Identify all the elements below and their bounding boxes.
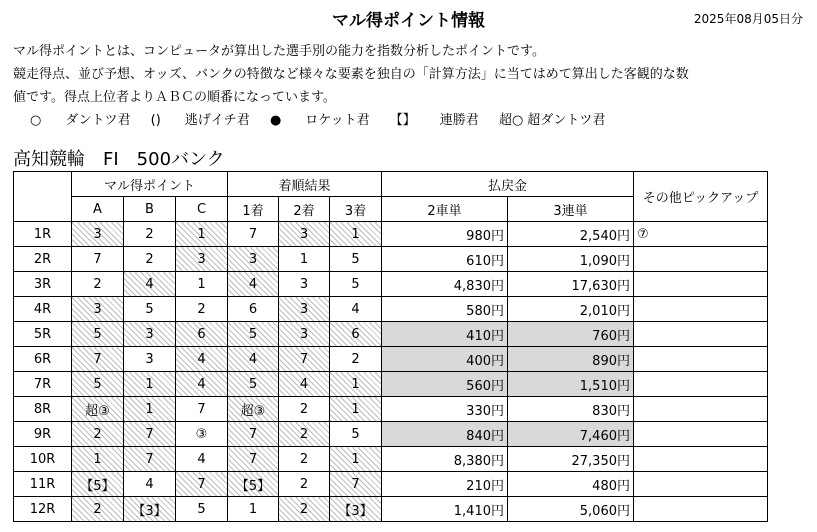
- point-c-cell: 4: [176, 372, 228, 397]
- third-place-cell: 6: [330, 322, 382, 347]
- first-place-cell: 7: [228, 422, 279, 447]
- point-a-cell: 超③: [72, 397, 124, 422]
- other-pickup-cell: [634, 272, 768, 297]
- trifecta-payout-cell: 830円: [508, 397, 634, 422]
- point-b-cell: 2: [124, 222, 176, 247]
- point-c-cell: 7: [176, 397, 228, 422]
- first-place-cell: 4: [228, 272, 279, 297]
- col-header-third: 3着: [330, 197, 382, 222]
- race-cell: 10R: [14, 447, 72, 472]
- legend-symbol: (): [150, 113, 161, 128]
- table-row: [14, 272, 768, 297]
- first-place-cell: 1: [228, 497, 279, 522]
- table-row: [14, 247, 768, 272]
- first-place-cell: 5: [228, 322, 279, 347]
- third-place-cell: 2: [330, 347, 382, 372]
- legend-label: 連勝君: [439, 113, 479, 128]
- point-b-cell: 【3】: [124, 497, 176, 522]
- point-b-cell: 3: [124, 322, 176, 347]
- race-cell: 5R: [14, 322, 72, 347]
- point-a-cell: 7: [72, 347, 124, 372]
- description-line: マル得ポイントとは、コンピュータが算出した選手別の能力を指数分析したポイントです。: [13, 44, 545, 59]
- third-place-cell: 7: [330, 472, 382, 497]
- point-b-cell: 1: [124, 397, 176, 422]
- trifecta-payout-cell: 7,460円: [508, 422, 634, 447]
- point-c-cell: 6: [176, 322, 228, 347]
- first-place-cell: 7: [228, 222, 279, 247]
- first-place-cell: 超③: [228, 397, 279, 422]
- legend: [30, 109, 621, 128]
- trifecta-payout-cell: 2,010円: [508, 297, 634, 322]
- other-pickup-cell: [634, 247, 768, 272]
- point-a-cell: 3: [72, 222, 124, 247]
- point-a-cell: 3: [72, 297, 124, 322]
- exacta-payout-cell: 980円: [382, 222, 508, 247]
- point-c-cell: ③: [176, 422, 228, 447]
- col-header-first: 1着: [228, 197, 279, 222]
- table-row: [14, 422, 768, 447]
- other-pickup-header: その他ピックアップ: [634, 172, 768, 222]
- point-b-cell: 4: [124, 272, 176, 297]
- race-cell: 7R: [14, 372, 72, 397]
- second-place-cell: 3: [279, 297, 330, 322]
- point-a-cell: 【5】: [72, 472, 124, 497]
- second-place-cell: 2: [279, 472, 330, 497]
- point-c-cell: 1: [176, 222, 228, 247]
- third-place-cell: 1: [330, 447, 382, 472]
- first-place-cell: 【5】: [228, 472, 279, 497]
- point-b-cell: 3: [124, 347, 176, 372]
- third-place-cell: 4: [330, 297, 382, 322]
- point-a-cell: 5: [72, 372, 124, 397]
- third-place-cell: 1: [330, 222, 382, 247]
- col-header-a: A: [72, 197, 124, 222]
- second-place-cell: 2: [279, 397, 330, 422]
- exacta-payout-cell: 210円: [382, 472, 508, 497]
- third-place-cell: 5: [330, 422, 382, 447]
- table-row: [14, 222, 768, 247]
- race-cell: 2R: [14, 247, 72, 272]
- race-cell: 9R: [14, 422, 72, 447]
- point-b-cell: 7: [124, 422, 176, 447]
- third-place-cell: 5: [330, 272, 382, 297]
- results-header: 着順結果: [228, 172, 382, 197]
- third-place-cell: 5: [330, 247, 382, 272]
- trifecta-payout-cell: 27,350円: [508, 447, 634, 472]
- page-title: マル得ポイント情報: [332, 11, 485, 31]
- other-pickup-cell: [634, 497, 768, 522]
- col-header-b: B: [124, 197, 176, 222]
- race-cell: 1R: [14, 222, 72, 247]
- col-header-c: C: [176, 197, 228, 222]
- legend-label: 逃げイチ君: [184, 113, 250, 128]
- third-place-cell: 1: [330, 397, 382, 422]
- trifecta-payout-cell: 17,630円: [508, 272, 634, 297]
- payout-header: 払戻金: [382, 172, 634, 197]
- second-place-cell: 7: [279, 347, 330, 372]
- third-place-cell: 1: [330, 372, 382, 397]
- exacta-payout-cell: 610円: [382, 247, 508, 272]
- other-pickup-cell: [634, 472, 768, 497]
- table-row: [14, 322, 768, 347]
- exacta-payout-cell: 410円: [382, 322, 508, 347]
- point-c-cell: 4: [176, 447, 228, 472]
- second-place-cell: 1: [279, 247, 330, 272]
- point-a-cell: 7: [72, 247, 124, 272]
- first-place-cell: 5: [228, 372, 279, 397]
- second-place-cell: 3: [279, 222, 330, 247]
- trifecta-payout-cell: 480円: [508, 472, 634, 497]
- second-place-cell: 3: [279, 272, 330, 297]
- exacta-payout-cell: 4,830円: [382, 272, 508, 297]
- other-pickup-cell: [634, 372, 768, 397]
- point-c-cell: 5: [176, 497, 228, 522]
- point-b-cell: 5: [124, 297, 176, 322]
- results-table: [13, 171, 768, 522]
- race-cell: 11R: [14, 472, 72, 497]
- exacta-payout-cell: 560円: [382, 372, 508, 397]
- table-row: [14, 447, 768, 472]
- point-a-cell: 2: [72, 422, 124, 447]
- table-row: [14, 472, 768, 497]
- legend-label: ダントツ君: [65, 113, 131, 128]
- exacta-payout-cell: 840円: [382, 422, 508, 447]
- second-place-cell: 4: [279, 372, 330, 397]
- point-b-cell: 4: [124, 472, 176, 497]
- points-header: マル得ポイント: [72, 172, 228, 197]
- point-a-cell: 2: [72, 497, 124, 522]
- point-c-cell: 1: [176, 272, 228, 297]
- table-row: [14, 347, 768, 372]
- exacta-payout-cell: 580円: [382, 297, 508, 322]
- legend-label: ロケット君: [305, 113, 370, 128]
- exacta-payout-cell: 8,380円: [382, 447, 508, 472]
- first-place-cell: 7: [228, 447, 279, 472]
- trifecta-payout-cell: 890円: [508, 347, 634, 372]
- second-place-cell: 2: [279, 447, 330, 472]
- table-row: [14, 372, 768, 397]
- race-cell: 6R: [14, 347, 72, 372]
- col-header-second: 2着: [279, 197, 330, 222]
- trifecta-payout-cell: 2,540円: [508, 222, 634, 247]
- point-b-cell: 1: [124, 372, 176, 397]
- table-row: [14, 297, 768, 322]
- date-label: 2025年08月05日分: [693, 12, 803, 26]
- point-b-cell: 7: [124, 447, 176, 472]
- other-pickup-cell: ⑦: [634, 222, 768, 247]
- exacta-payout-cell: 400円: [382, 347, 508, 372]
- legend-label: 超ダントツ君: [527, 113, 606, 128]
- second-place-cell: 2: [279, 497, 330, 522]
- first-place-cell: 3: [228, 247, 279, 272]
- point-c-cell: 7: [176, 472, 228, 497]
- other-pickup-cell: [634, 322, 768, 347]
- other-pickup-cell: [634, 422, 768, 447]
- race-cell: 12R: [14, 497, 72, 522]
- legend-symbol: ●: [269, 113, 282, 128]
- first-place-cell: 6: [228, 297, 279, 322]
- table-row: [14, 497, 768, 522]
- col-header-exacta: 2車単: [382, 197, 508, 222]
- trifecta-payout-cell: 1,510円: [508, 372, 634, 397]
- race-header: [14, 172, 72, 222]
- legend-symbol: ○: [30, 113, 42, 128]
- race-cell: 8R: [14, 397, 72, 422]
- second-place-cell: 3: [279, 322, 330, 347]
- race-cell: 4R: [14, 297, 72, 322]
- legend-symbol: 超○: [498, 113, 524, 128]
- exacta-payout-cell: 330円: [382, 397, 508, 422]
- point-c-cell: 2: [176, 297, 228, 322]
- exacta-payout-cell: 1,410円: [382, 497, 508, 522]
- point-c-cell: 3: [176, 247, 228, 272]
- third-place-cell: 【3】: [330, 497, 382, 522]
- description: [13, 40, 803, 109]
- point-a-cell: 1: [72, 447, 124, 472]
- trifecta-payout-cell: 5,060円: [508, 497, 634, 522]
- col-header-trifecta: 3連単: [508, 197, 634, 222]
- legend-symbol: 【】: [389, 113, 416, 128]
- description-line: 値です。得点上位者よりＡＢＣの順番になっています。: [13, 90, 336, 105]
- trifecta-payout-cell: 1,090円: [508, 247, 634, 272]
- point-b-cell: 2: [124, 247, 176, 272]
- trifecta-payout-cell: 760円: [508, 322, 634, 347]
- table-row: [14, 397, 768, 422]
- first-place-cell: 4: [228, 347, 279, 372]
- point-a-cell: 2: [72, 272, 124, 297]
- other-pickup-cell: [634, 347, 768, 372]
- other-pickup-cell: [634, 397, 768, 422]
- race-cell: 3R: [14, 272, 72, 297]
- other-pickup-cell: [634, 297, 768, 322]
- second-place-cell: 2: [279, 422, 330, 447]
- other-pickup-cell: [634, 447, 768, 472]
- point-c-cell: 4: [176, 347, 228, 372]
- description-line: 競走得点、並び予想、オッズ、バンクの特徴など様々な要素を独自の「計算方法」に当てはめて算出した客観的な数: [13, 67, 689, 82]
- track-title: 高知競輪 FI 500バンク: [13, 149, 225, 170]
- point-a-cell: 5: [72, 322, 124, 347]
